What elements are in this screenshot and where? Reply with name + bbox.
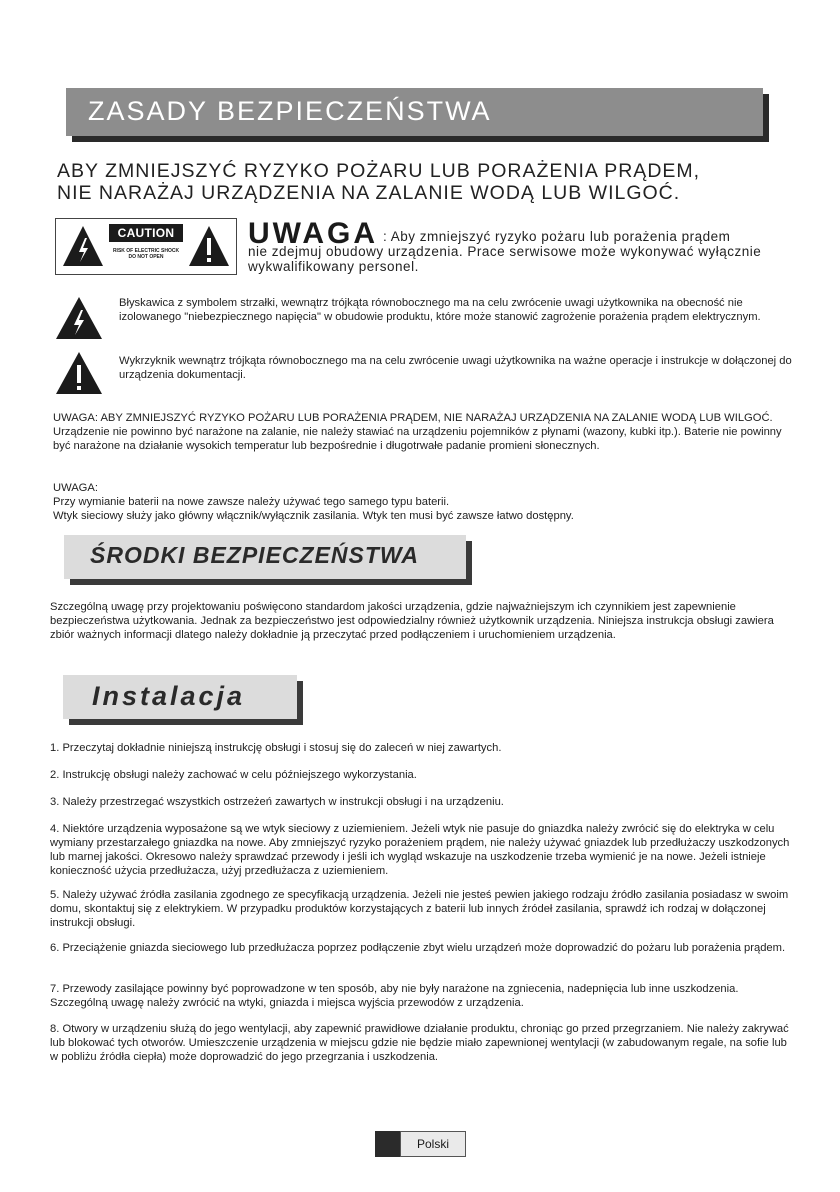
- page-footer: [375, 1131, 465, 1157]
- warning-block-line-2: Urządzenie nie powinno być narażone na zalanie, nie należy stawiać na urządzeniu pojemników z płynami (wazony, kubki itp.). Baterie nie powinny być narażone na działanie wysokich temperatur lub bezpośrednie i długotrwałe padanie promieni słonecznych.: [53, 426, 782, 452]
- warning-block-line-1: UWAGA: ABY ZMNIEJSZYĆ RYZYKO POŻARU LUB PORAŻENIA PRĄDEM, NIE NARAŻAJ URZĄDZENIA NA ZALANIE WODĄ LUB WILGOĆ.: [53, 412, 773, 424]
- language-label: Polski: [400, 1131, 466, 1157]
- caution-subtext-line-1: RISK OF ELECTRIC SHOCK: [112, 248, 180, 254]
- installation-banner: [63, 675, 297, 719]
- uwaga-line-1-text: : Aby zmniejszyć ryzyko pożaru lub porażenia prądem: [383, 229, 731, 244]
- exclamation-explanation-text: Wykrzyknik wewnątrz trójkąta równobocznego ma na celu zwrócenie uwagi użytkownika na ważne operacje i instrukcje w dołączonej do urządzenia dokumentacji.: [119, 355, 792, 381]
- precautions-banner: [64, 535, 466, 579]
- caution-subtext-line-2: DO NOT OPEN: [128, 254, 164, 260]
- exclamation-explanation: [55, 351, 795, 397]
- list-item: 2. Instrukcję obsługi należy zachować w celu późniejszego wykorzystania.: [50, 769, 417, 781]
- lightning-warning-icon: [55, 296, 103, 340]
- warning-headline-line-1: ABY ZMNIEJSZYĆ RYZYKO POŻARU LUB PORAŻENIA PRĄDEM,: [57, 160, 701, 182]
- uwaga-line-1: [248, 229, 808, 244]
- list-item: 7. Przewody zasilające powinny być poprowadzone w ten sposób, aby nie były narażone na zgniecenia, nadepnięcia lub inne uszkodzenia. Szczególną uwagę należy zwrócić na wtyki, gniazda i miejsca wyjścia przewodów z urządzenia.: [50, 983, 739, 1009]
- lightning-explanation-text: Błyskawica z symbolem strzałki, wewnątrz trójkąta równobocznego ma na celu zwrócenie uwagi użytkownika na obecność nie izolowanego "niebezpiecznego napięcia" w obudowie produktu, które może stanowić zagrożenie porażenia prądem elektrycznym.: [119, 297, 761, 323]
- list-item: 8. Otwory w urządzeniu służą do jego wentylacji, aby zapewnić prawidłowe działanie produktu, chroniąc go przed przegrzaniem. Nie należy zakrywać lub blokować tych otworów. Umieszczenie urządzenia w miejscu gdzie nie będzie miało zapewnionej wentylacji (w zabudowanym regale, na sofie lub w pobliżu źródła ciepła) może doprowadzić do jego przegrzania i uszkodzenia.: [50, 1023, 789, 1063]
- uwaga-text: [248, 229, 808, 274]
- battery-block-line-1: Przy wymianie baterii na nowe zawsze należy używać tego samego typu baterii.: [53, 496, 450, 508]
- lightning-triangle-icon: [61, 224, 105, 268]
- warning-headline: [57, 160, 817, 204]
- precautions-text: Szczególną uwagę przy projektowaniu poświęcono standardom jakości urządzenia, gdzie najważniejszym ich czynnikiem jest zapewnienie bezpieczeństwa użytkowania. Jednak za bezpieczeństwo jest odpowiedzialny również użytkownik urządzenia. Niniejsza instrukcja obsługi zawiera zbiór ważnych informacji dlatego należy dokładnie ją przeczytać przed podłączeniem i uruchomieniem urządzenia.: [50, 601, 774, 641]
- caution-center: [109, 224, 183, 270]
- exclamation-warning-icon: [55, 351, 103, 395]
- caution-text: CAUTION: [109, 224, 183, 242]
- list-item: 4. Niektóre urządzenia wyposażone są we wtyk sieciowy z uziemieniem. Jeżeli wtyk nie pasuje do gniazdka należy zwrócić się do elektryka w celu wymiany przestarzałego gniazdka na nowe. Aby zmniejszyć ryzyko porażeniem prądem, nie należy używać gniazdek lub przedłużaczy uszkodzonych lub marnej jakości. Okresowo należy sprawdzać przewody i jeśli ich wygląd wskazuje na uszkodzenie trzeba wymienić je na nowe. Jeżeli istnieje konieczność użycia przedłużacza, użyj przedłużacza z uziemieniem.: [50, 823, 790, 877]
- warning-block: [53, 411, 793, 453]
- uwaga-heading: UWAGA: [248, 217, 378, 250]
- title-banner: [66, 88, 763, 136]
- battery-block-line-2: Wtyk sieciowy służy jako główny włącznik/wyłącznik zasilania. Wtyk ten musi być zawsze łatwo dostępny.: [53, 510, 574, 522]
- warning-headline-line-2: NIE NARAŻAJ URZĄDZENIA NA ZALANIE WODĄ LUB WILGOĆ.: [57, 182, 681, 204]
- uwaga-line-3: wykwalifikowany personel.: [248, 259, 419, 274]
- uwaga-line-2: nie zdejmuj obudowy urządzenia. Prace serwisowe może wykonywać wyłącznie: [248, 244, 762, 259]
- list-item: 6. Przeciążenie gniazda sieciowego lub przedłużacza poprzez podłączenie zbyt wielu urządzeń może doprowadzić do pożaru lub porażenia prądem.: [50, 942, 786, 954]
- list-item: 1. Przeczytaj dokładnie niniejszą instrukcję obsługi i stosuj się do zaleceń w niej zawartych.: [50, 742, 502, 754]
- footer-marker: [375, 1131, 400, 1157]
- battery-block-label: UWAGA:: [53, 482, 98, 494]
- lightning-explanation: [55, 296, 795, 344]
- battery-block: [53, 481, 793, 523]
- precautions-title: ŚRODKI BEZPIECZEŃSTWA: [90, 542, 419, 568]
- page-title: ZASADY BEZPIECZEŃSTWA: [88, 96, 492, 126]
- exclamation-triangle-icon: [187, 224, 231, 268]
- installation-title: Instalacja: [92, 681, 246, 711]
- caution-subtext: [109, 248, 183, 260]
- list-item: 3. Należy przestrzegać wszystkich ostrzeżeń zawartych w instrukcji obsługi i na urządzeniu.: [50, 796, 504, 808]
- list-item: 5. Należy używać źródła zasilania zgodnego ze specyfikacją urządzenia. Jeżeli nie jesteś pewien jakiego rodzaju źródło zasilania posiadasz w swoim domu, skontaktuj się z elektrykiem. W przypadku produktów korzystających z baterii lub innych źródeł zasilania, sprawdź ich rodzaj w dołączonej instrukcji obsługi.: [50, 889, 789, 929]
- caution-label-graphic: [55, 218, 237, 275]
